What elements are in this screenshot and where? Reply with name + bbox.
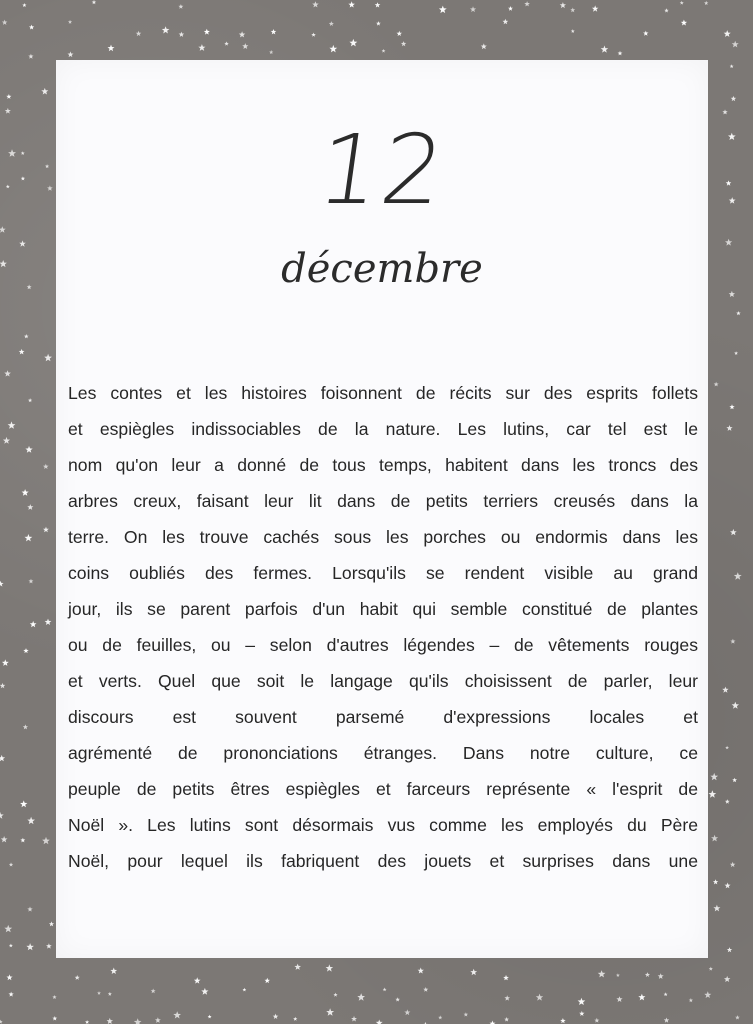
star-icon [198,44,205,51]
star-icon [730,862,736,867]
star-icon [3,437,10,444]
star-icon [724,30,731,37]
star-icon [134,1018,142,1024]
star-icon [729,291,735,297]
star-icon [439,6,447,14]
star-icon [726,425,732,431]
star-icon [722,687,728,693]
paragraph-line: et verts. Quel que soit le langage qu'ils choisissent de parler, leur [68,671,698,691]
star-icon [23,724,28,729]
star-icon [293,1017,297,1021]
star-icon [45,164,49,168]
star-icon [155,1017,161,1023]
star-icon [503,19,509,25]
star-icon [0,812,4,819]
star-icon [504,1017,509,1022]
star-icon [9,944,13,948]
star-icon [592,5,599,11]
star-icon [664,8,668,12]
star-icon [23,648,28,653]
star-icon [726,180,732,185]
star-icon [376,1020,383,1024]
star-icon [375,2,381,7]
star-icon [243,988,247,992]
star-icon [7,974,13,980]
star-icon [4,925,12,932]
star-icon [730,64,734,68]
star-icon [27,285,32,290]
star-icon [265,978,271,983]
star-icon [2,659,9,666]
star-icon [601,46,609,53]
star-icon [21,151,25,155]
star-icon [201,988,208,995]
star-icon [5,108,11,114]
star-icon [208,1015,212,1019]
star-icon [25,534,33,541]
star-icon [732,41,739,48]
paragraph-line: Noël ». Les lutins sont désormais vus comme les employés du Père [68,815,698,835]
star-icon [681,20,687,26]
star-icon [397,31,403,36]
star-icon [19,349,25,355]
star-icon [730,529,737,535]
star-icon [329,21,334,26]
star-icon [579,1011,584,1016]
star-icon [29,579,34,584]
star-icon [43,464,49,469]
star-icon [710,773,718,780]
star-icon [85,1020,89,1024]
star-icon [28,398,32,402]
star-icon [311,33,316,37]
star-icon [273,1014,279,1019]
star-icon [27,817,35,824]
star-icon [616,973,620,977]
paragraph-line: jour, ils se parent parfois d'un habit qui semble constitué de plantes [68,599,698,619]
star-icon [26,943,34,950]
star-icon [269,50,273,54]
star-icon [22,489,29,496]
star-icon [376,21,381,26]
star-icon [41,88,48,95]
star-icon [8,421,16,428]
paragraph-line: coins oubliés des fermes. Lorsqu'ils se rendent visible au grand [68,563,698,583]
star-icon [618,51,623,56]
star-icon [508,6,513,11]
star-icon [351,1016,357,1022]
star-icon [22,3,26,7]
star-icon [680,1,684,5]
paragraph-line: discours est souvent parsemé d'expressions locales et [68,707,698,727]
star-icon [725,883,731,889]
star-icon [136,31,142,36]
star-icon [664,1018,669,1023]
star-icon [151,989,156,994]
star-icon [570,8,575,13]
star-icon [108,992,112,996]
star-icon [713,879,718,884]
star-icon [594,1018,599,1023]
star-icon [722,109,727,114]
day-number: 12 [311,114,453,226]
star-icon [709,967,713,971]
star-icon [43,527,49,533]
star-icon [395,997,400,1001]
star-icon [224,41,229,45]
star-icon [30,621,37,627]
star-icon [504,995,510,1000]
star-icon [178,4,183,9]
star-icon [92,0,97,4]
star-icon [704,1,708,5]
paragraph-line: terre. On les trouve cachés sous les porches ou endormis dans les [68,527,698,547]
star-icon [29,25,34,30]
star-icon [52,1016,57,1021]
star-icon [731,96,737,101]
star-icon [734,351,738,355]
star-icon [643,31,648,36]
star-icon [578,998,586,1005]
star-icon [68,20,72,24]
star-icon [20,838,25,843]
star-icon [658,973,664,979]
star-icon [725,746,729,750]
star-icon [4,370,11,376]
star-icon [736,311,741,315]
star-icon [25,446,32,453]
star-icon [42,837,50,844]
star-icon [6,185,10,189]
star-icon [438,1015,442,1019]
star-icon [725,799,730,804]
paragraph-line: nom qu'on leur a donné de tous temps, habitent dans les troncs des [68,455,698,475]
star-icon [713,905,720,912]
star-icon [9,862,13,866]
star-icon [204,29,210,35]
star-icon [9,992,14,997]
star-icon [21,176,25,180]
star-icon [616,996,622,1002]
star-icon [464,1012,469,1016]
paragraph-line: Les contes et les histoires foisonnent de récits sur des esprits follets [68,383,698,403]
star-icon [729,197,736,204]
star-icon [329,45,337,53]
star-icon [709,790,717,797]
star-icon [503,975,509,980]
star-icon [45,619,52,625]
star-icon [725,239,732,246]
star-icon [382,49,386,53]
star-icon [401,41,406,46]
star-icon [312,1,319,7]
star-icon [560,2,566,8]
star-icon [730,639,735,644]
star-icon [179,32,185,37]
star-icon [271,29,277,34]
content-card [56,60,708,958]
star-icon [638,994,645,1001]
star-icon [470,969,477,976]
star-icon [732,778,737,782]
star-icon [734,572,742,580]
star-icon [732,702,739,709]
star-icon [689,998,693,1002]
star-icon [97,991,101,995]
star-icon [728,133,736,140]
star-icon [110,968,117,975]
star-icon [735,1015,740,1019]
star-icon [52,995,56,999]
paragraph-line: Noël, pour lequel ils fabriquent des jouets et surprises dans une [68,851,698,871]
star-icon [8,149,16,157]
star-icon [75,975,80,980]
star-icon [0,581,4,587]
star-icon [404,1009,410,1015]
star-icon [349,39,357,47]
paragraph-line: agrémenté de prononciations étranges. Dans notre culture, ce [68,743,698,763]
star-icon [68,51,74,57]
star-icon [664,992,668,996]
star-icon [524,1,530,6]
star-icon [194,977,201,983]
star-icon [490,1021,496,1024]
star-icon [645,972,650,977]
star-icon [1,836,8,842]
star-icon [348,1,355,7]
star-icon [24,334,29,338]
star-icon [383,988,387,992]
star-icon [47,185,53,190]
star-icon [0,260,7,267]
star-icon [333,993,337,997]
star-icon [173,1011,181,1018]
star-icon [571,29,575,33]
star-icon [19,240,26,246]
star-icon [423,987,428,992]
paragraph-line: ou de feuilles, ou – selon d'autres légendes – de vêtements rouges [68,635,698,655]
star-icon [326,1008,334,1015]
star-icon [294,964,301,970]
star-icon [536,994,543,1001]
star-icon [714,382,719,387]
star-icon [2,20,8,25]
star-icon [46,943,52,948]
paragraph-line: et espiègles indissociables de la nature. Les lutins, car tel est le [68,419,698,439]
story-paragraph [68,375,698,879]
paragraph-line: peuple de petits êtres espiègles et farceurs représente « l'esprit de [68,779,698,799]
star-icon [724,976,730,982]
star-icon [0,755,5,761]
star-icon [727,947,732,952]
star-icon [598,970,606,977]
star-icon [0,683,5,688]
star-icon [28,54,33,59]
star-icon [239,31,246,37]
star-icon [6,94,11,99]
month-name: décembre [281,246,483,292]
star-icon [20,800,27,807]
star-icon [107,1018,113,1024]
star-icon [44,354,52,362]
star-icon [711,835,718,842]
star-icon [108,45,115,52]
star-icon [357,993,365,1001]
star-icon [470,6,476,12]
star-icon [242,43,248,49]
paragraph-line: arbres creux, faisant leur lit dans de petits terriers creusés dans la [68,491,698,511]
star-icon [418,968,424,974]
star-icon [49,921,54,926]
star-icon [560,1018,566,1023]
star-icon [27,504,33,510]
star-icon [27,907,32,912]
star-icon [0,226,6,233]
star-icon [162,26,170,33]
star-icon [704,991,711,998]
star-icon [326,964,334,971]
star-icon [0,1020,3,1024]
star-icon [481,43,487,49]
star-icon [729,404,734,409]
